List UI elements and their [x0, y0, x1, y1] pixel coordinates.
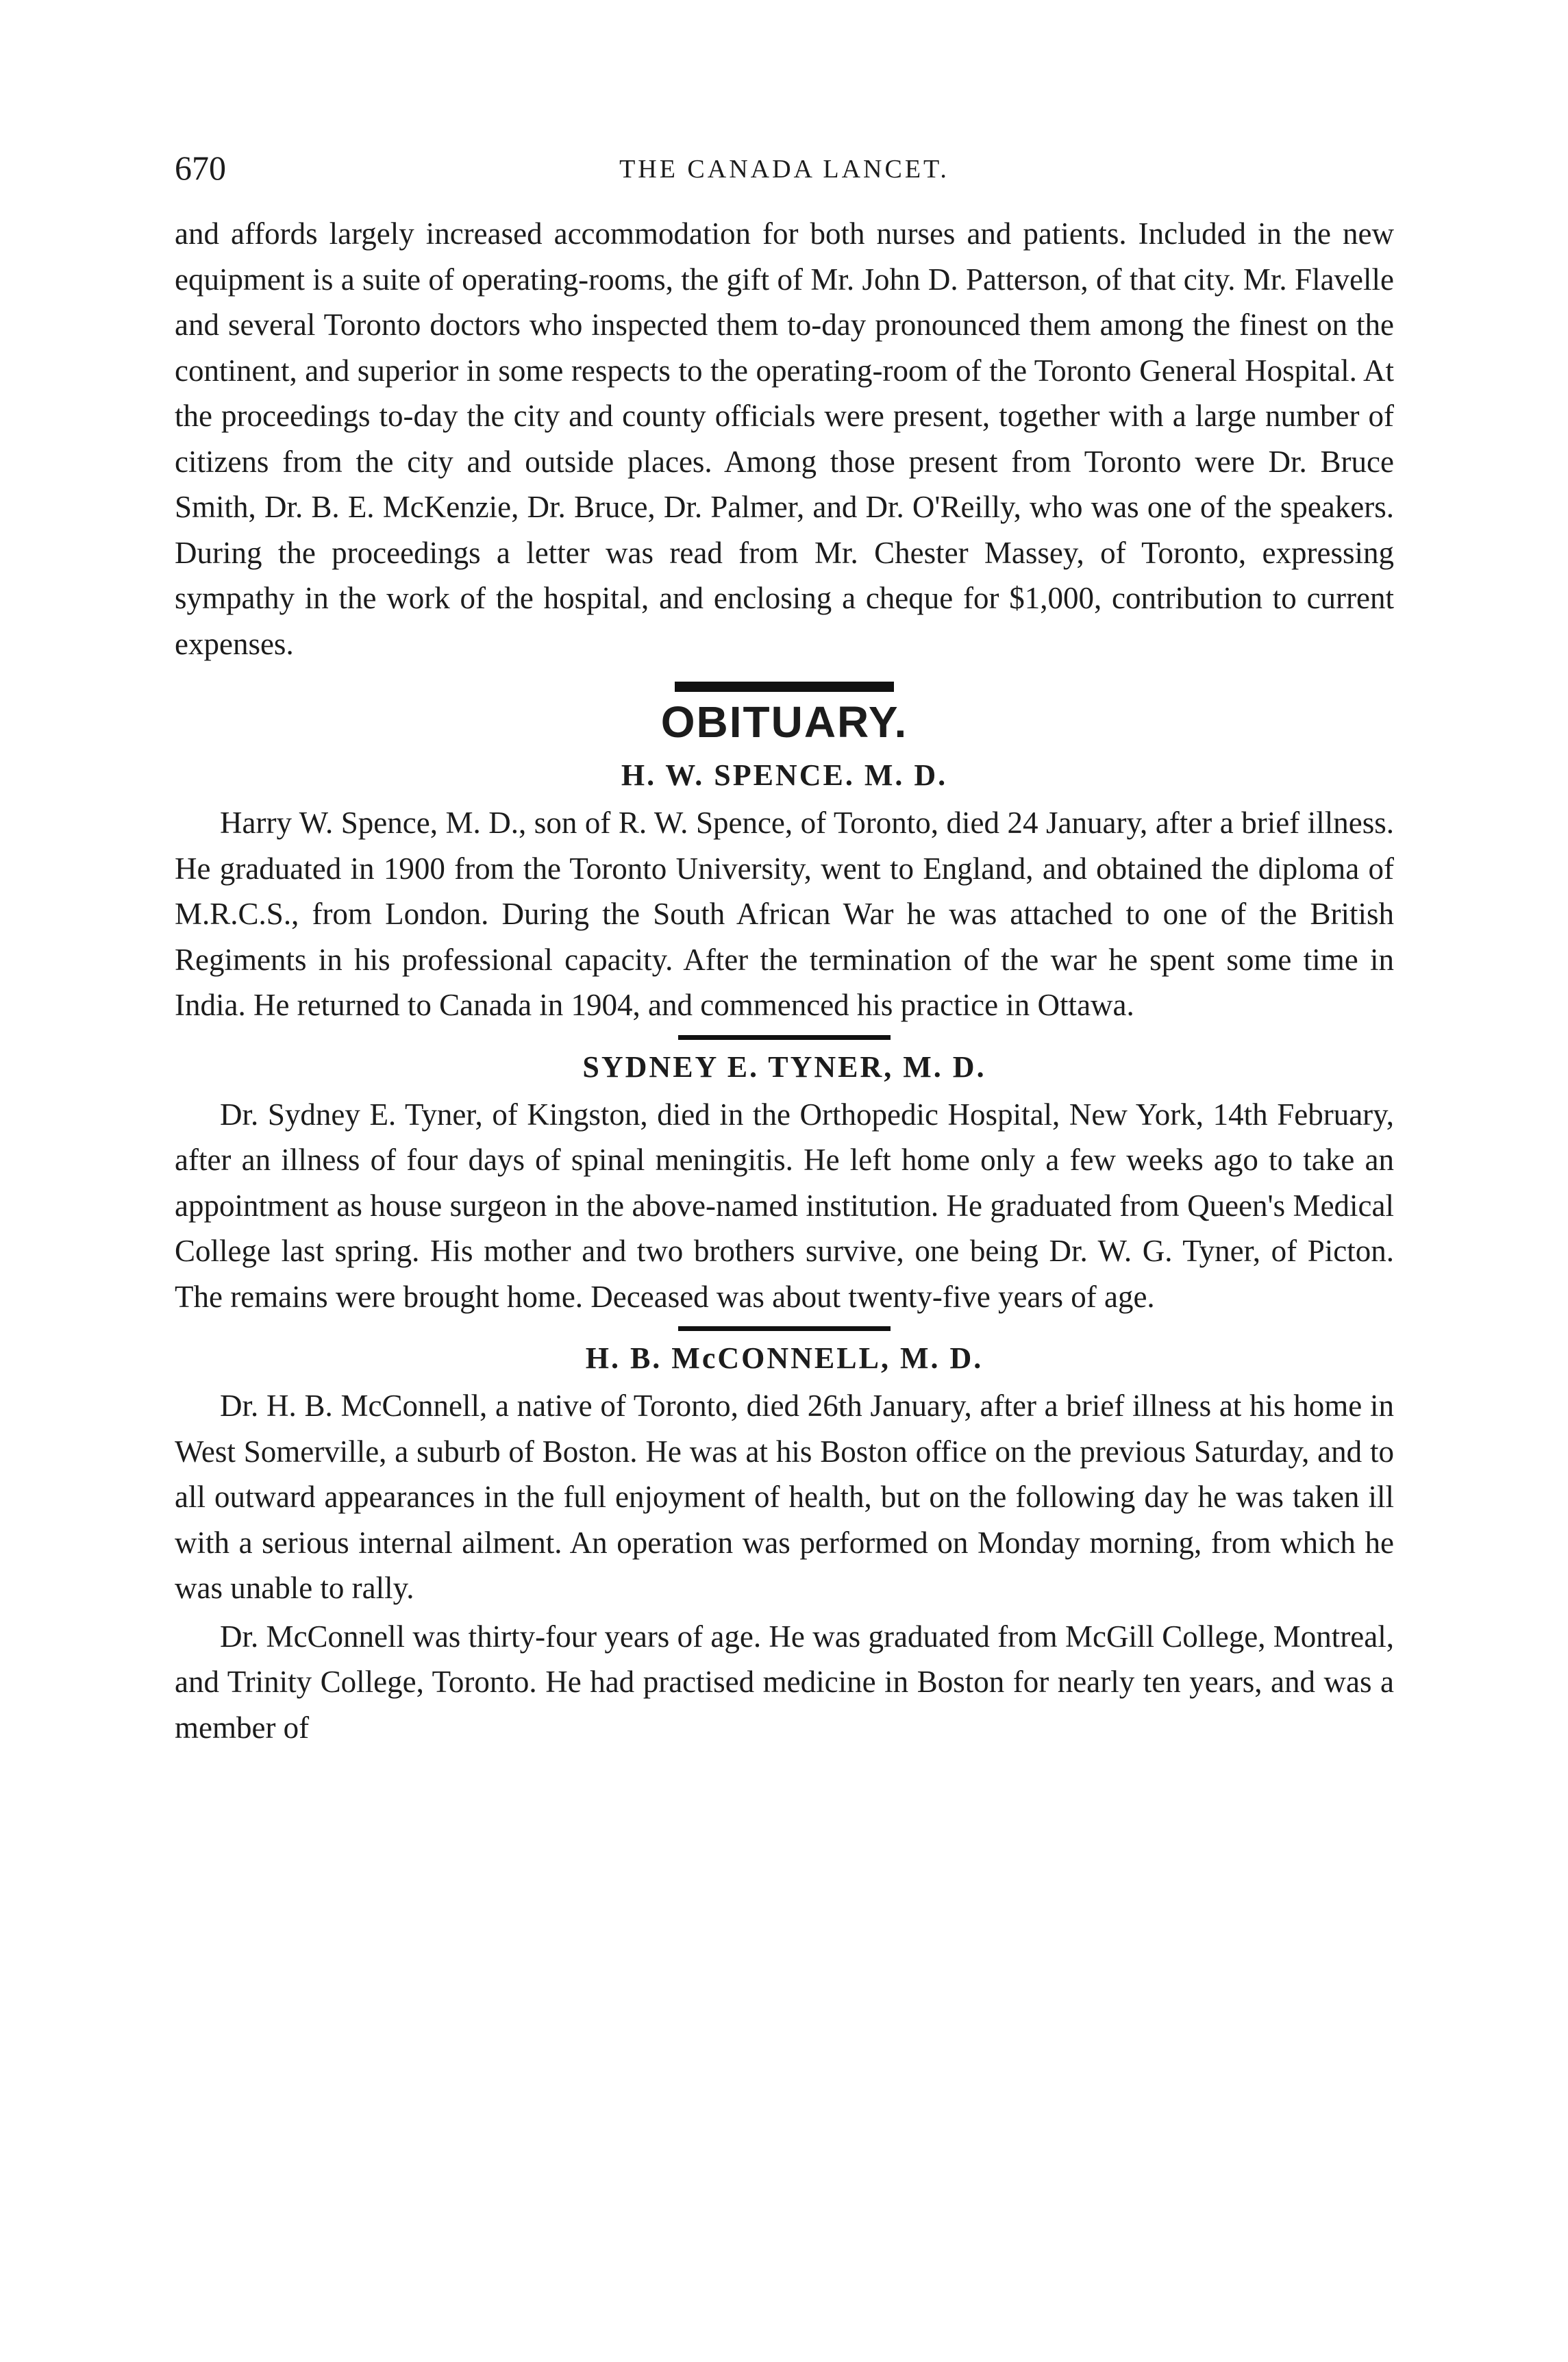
- obituary-heading: H. W. SPENCE. M. D.: [621, 758, 948, 792]
- page-number: 670: [175, 149, 226, 187]
- entry-divider: [678, 1035, 891, 1040]
- obituary-paragraph: Dr. McConnell was thirty-four years of age. He was graduated from McGill College, Montreal, and Trinity College, Toronto. He had practised medicine in Boston for nearly ten years, and was a member of: [175, 1619, 1394, 1745]
- page-header: [175, 147, 1394, 188]
- running-head: THE CANADA LANCET.: [619, 155, 949, 184]
- article-body: [175, 211, 1394, 1750]
- obituary-mcconnell: [175, 1334, 1394, 1750]
- obituary-heading: SYDNEY E. TYNER, M. D.: [582, 1049, 986, 1084]
- entry-divider: [678, 1326, 891, 1331]
- obituary-tyner: [175, 1043, 1394, 1320]
- obituary-paragraph: Harry W. Spence, M. D., son of R. W. Spence, of Toronto, died 24 January, after a brief illness. He graduated in 1900 from the Toronto University, went to England, and obtained the diploma of M.R.C.S., from London. During the South African War he was attached to one of the British Regiments in his professional capacity. After the termination of the war he spent some time in India. He returned to Canada in 1904, and commenced his practice in Ottawa.: [175, 806, 1394, 1022]
- opening-paragraph: and affords largely increased accommodation for both nurses and patients. Included in the new equipment is a suite of operating-rooms, the gift of Mr. John D. Patterson, of that city. Mr. Flavelle and several Toronto doctors who inspected them to-day pronounced them among the finest on the continent, and superior in some respects to the operating-room of the Toronto General Hospital. At the proceedings to-day the city and county officials were present, together with a large number of citizens from the city and outside places. Among those present from Toronto were Dr. Bruce Smith, Dr. B. E. McKenzie, Dr. Bruce, Dr. Palmer, and Dr. O'Reilly, who was one of the speakers. During the proceedings a letter was read from Mr. Chester Massey, of Toronto, expressing sympathy in the work of the hospital, and enclosing a cheque for $1,000, contribution to current expenses.: [175, 216, 1394, 661]
- obituary-heading: H. B. McCONNELL, M. D.: [585, 1341, 984, 1375]
- section-title: OBITUARY.: [660, 697, 908, 747]
- obituary-paragraph: Dr. H. B. McConnell, a native of Toronto, died 26th January, after a brief illness at his home in West Somerville, a suburb of Boston. He was at his Boston office on the previous Saturday, and to all outward appearances in the full enjoyment of health, but on the following day he was taken ill with a serious internal ailment. An operation was performed on Monday morning, from which he was unable to rally.: [175, 1389, 1394, 1605]
- obituary-paragraph: Dr. Sydney E. Tyner, of Kingston, died in the Orthopedic Hospital, New York, 14th February, after an illness of four days of spinal meningitis. He left home only a few weeks ago to take an appointment as house surgeon in the above-named institution. He graduated from Queen's Medical College last spring. His mother and two brothers survive, one being Dr. W. G. Tyner, of Picton. The remains were brought home. Deceased was about twenty-five years of age.: [175, 1097, 1394, 1314]
- obituary-spence: [175, 751, 1394, 1028]
- section-divider: [675, 682, 894, 692]
